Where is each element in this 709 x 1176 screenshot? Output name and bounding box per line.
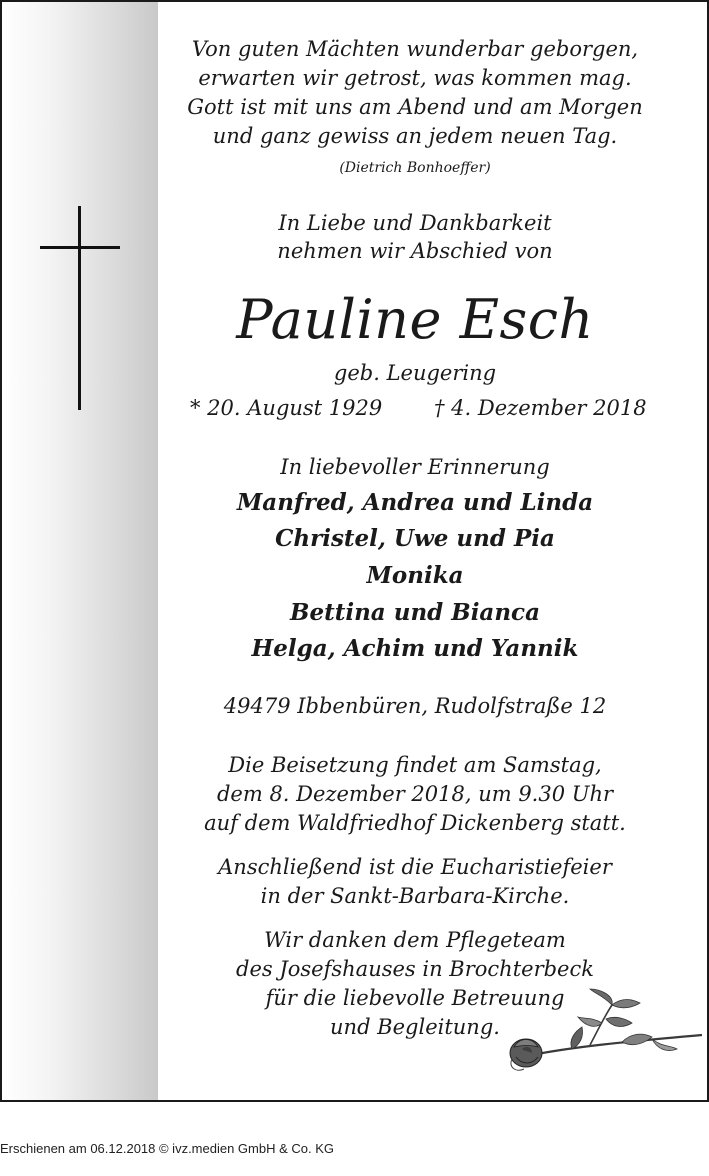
- mourners-heading: In liebevoller Erinnerung: [280, 455, 550, 479]
- mourner-names: Bettina und Bianca: [290, 599, 540, 626]
- funeral-line: dem 8. Dezember 2018, um 9.30 Uhr: [216, 782, 614, 806]
- mourner-names: Helga, Achim und Yannik: [251, 635, 579, 662]
- intro-line: nehmen wir Abschied von: [277, 239, 553, 263]
- poem-line: erwarten wir getrost, was kommen mag.: [198, 66, 632, 90]
- funeral-line: Die Beisetzung findet am Samstag,: [228, 753, 602, 777]
- poem-author: (Dietrich Bonhoeffer): [339, 160, 491, 176]
- publication-footer: Erschienen am 06.12.2018 © ivz.medien GmbH & Co. KG: [0, 1141, 335, 1156]
- mass-line: Anschließend ist die Eucharistiefeier: [218, 855, 612, 879]
- gradient-side-bar: [2, 2, 158, 1100]
- funeral-line: auf dem Waldfriedhof Dickenberg statt.: [204, 811, 626, 835]
- mourner-names: Christel, Uwe und Pia: [275, 525, 555, 552]
- address: 49479 Ibbenbüren, Rudolfstraße 12: [223, 694, 607, 718]
- thanks-line: des Josefshauses in Brochterbeck: [236, 957, 594, 981]
- cross-icon: [40, 206, 120, 410]
- mourner-names: Manfred, Andrea und Linda: [236, 489, 594, 516]
- poem-line: Gott ist mit uns am Abend und am Morgen: [187, 95, 643, 119]
- maiden-name: geb. Leugering: [333, 361, 497, 385]
- mass-line: in der Sankt-Barbara-Kirche.: [260, 884, 570, 908]
- thanks-line: für die liebevolle Betreuung: [265, 986, 565, 1010]
- rose-icon: [502, 987, 707, 1077]
- intro-line: In Liebe und Dankbarkeit: [278, 211, 552, 235]
- birth-date: * 20. August 1929: [190, 396, 383, 420]
- mourner-names: Monika: [366, 562, 464, 589]
- poem-line: und ganz gewiss an jedem neuen Tag.: [212, 124, 618, 148]
- thanks-line: und Begleitung.: [330, 1015, 500, 1039]
- thanks-line: Wir danken dem Pflegeteam: [264, 928, 566, 952]
- poem-line: Von guten Mächten wunderbar geborgen,: [191, 37, 639, 61]
- death-date: † 4. Dezember 2018: [434, 396, 647, 420]
- deceased-name: Pauline Esch: [236, 288, 594, 351]
